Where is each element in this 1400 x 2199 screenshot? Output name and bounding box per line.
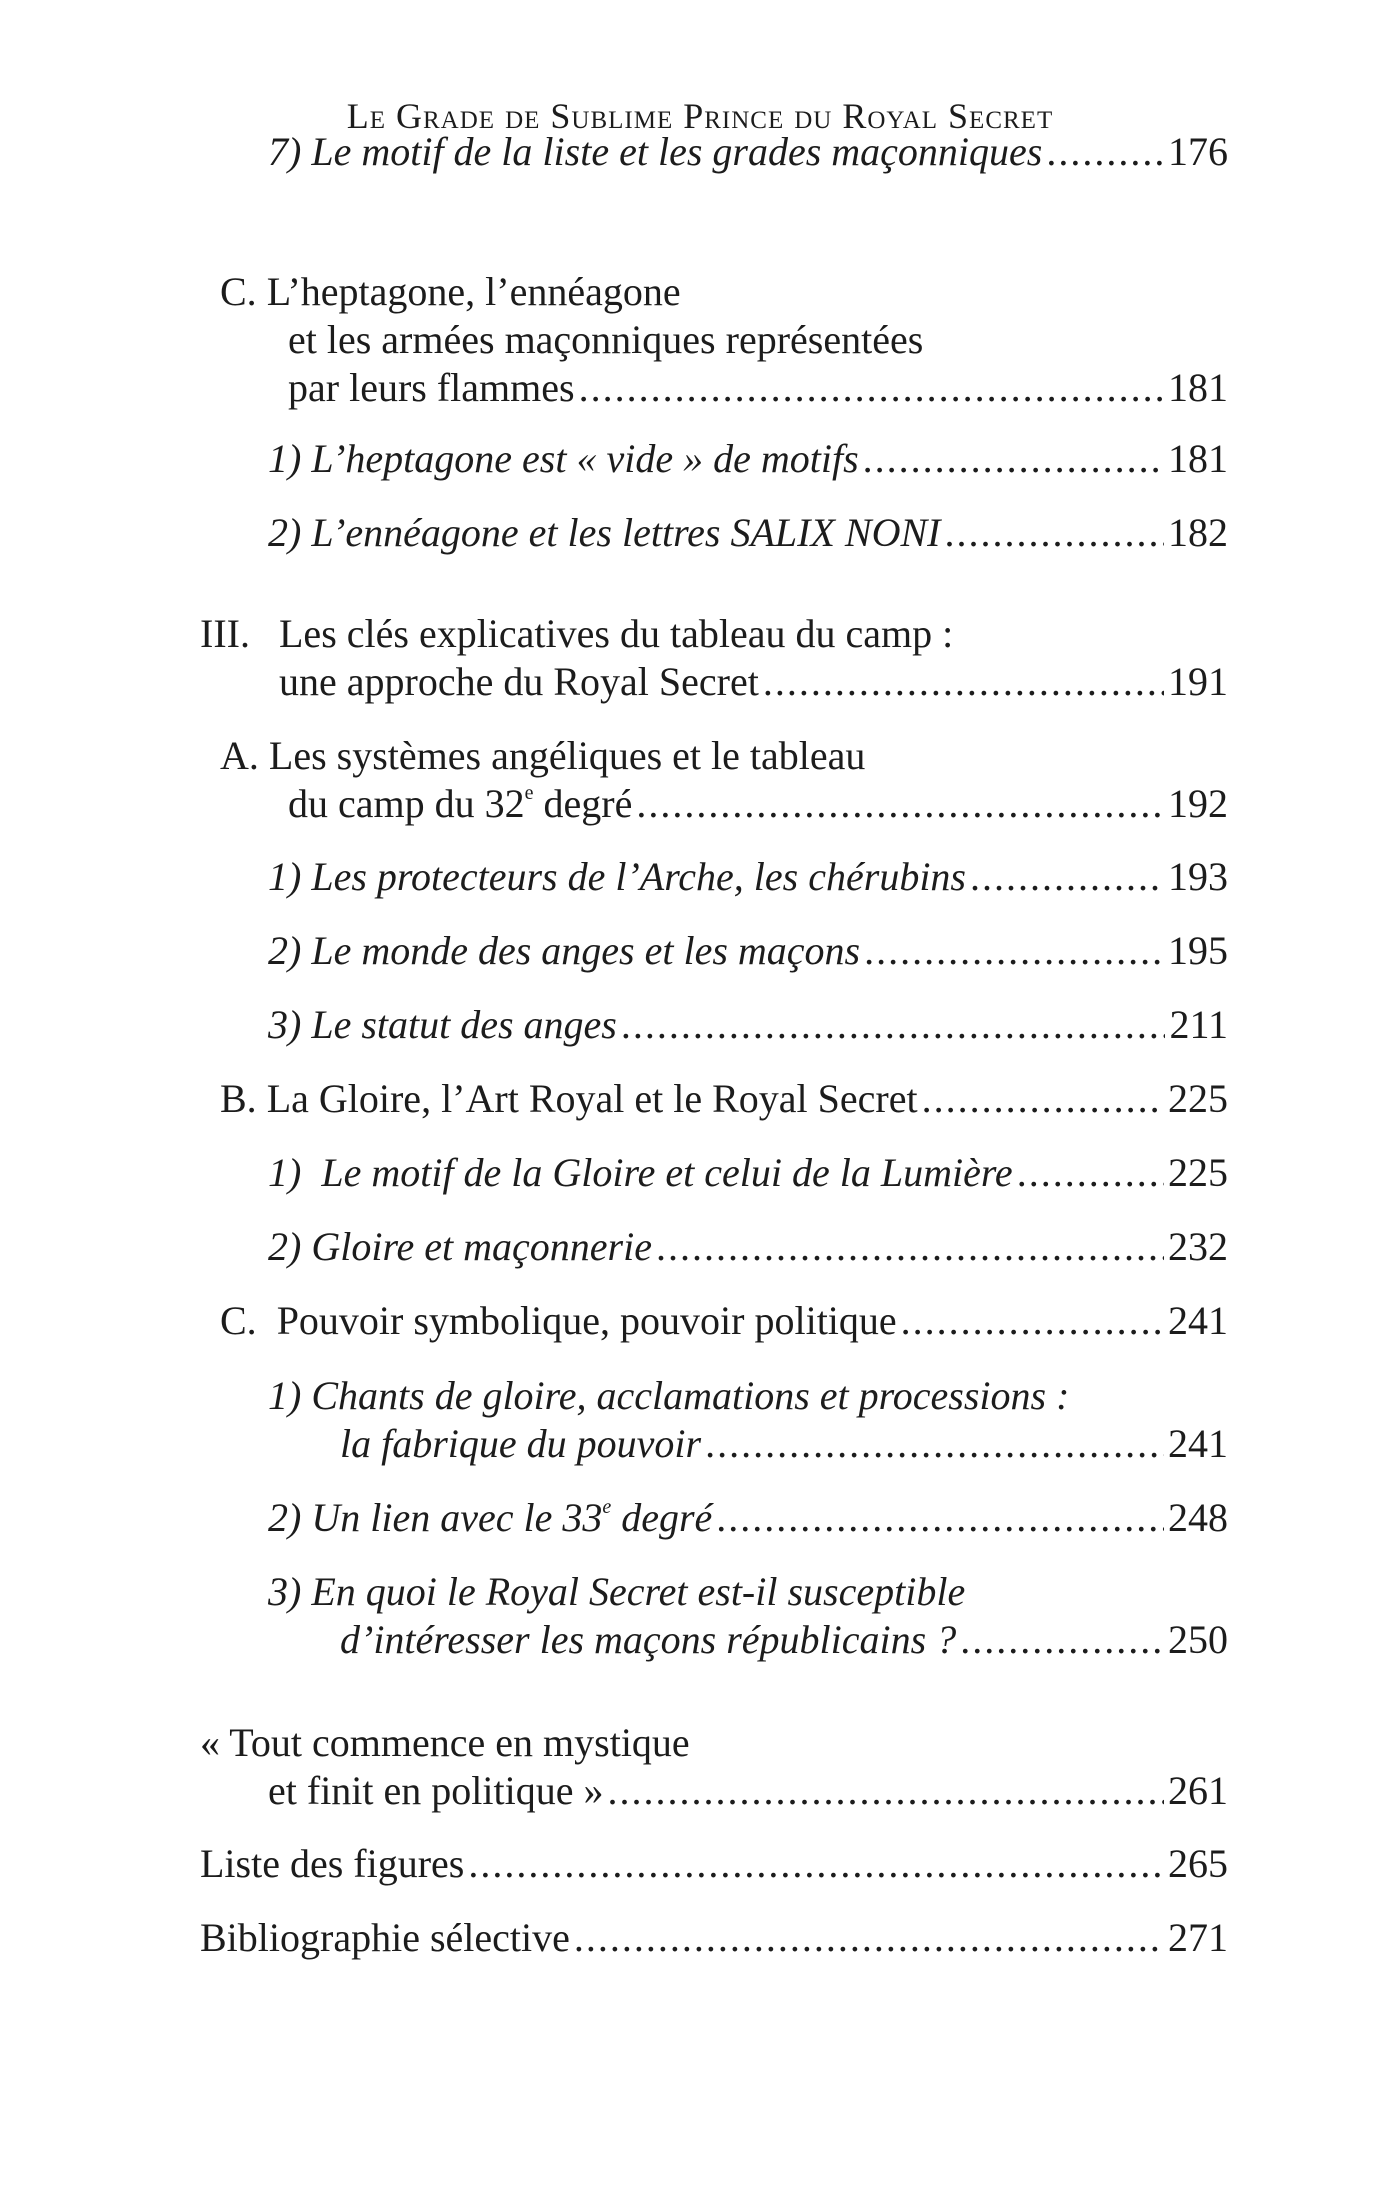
page-number: 271 [1168, 1915, 1228, 1960]
entry-title: degré [611, 1495, 713, 1540]
toc-entry [220, 1075, 1228, 1123]
toc-entry [268, 927, 1228, 975]
entry-number: 2) [268, 1495, 302, 1540]
page-number: 181 [1168, 365, 1228, 410]
page-number: 191 [1168, 659, 1228, 704]
entry-title: Pouvoir symbolique, pouvoir politique [276, 1298, 897, 1343]
toc-entry [200, 1840, 1228, 1888]
toc-entry [200, 610, 1228, 706]
entry-title: Le monde des anges et les maçons [311, 928, 861, 973]
dot-leader [901, 1297, 1164, 1345]
page-number: 182 [1168, 510, 1228, 555]
dot-leader [705, 1420, 1164, 1468]
entry-number: 3) [268, 1002, 302, 1047]
entry-title: Liste des figures [200, 1841, 465, 1886]
toc-entry [268, 1001, 1228, 1049]
entry-title: Le statut des anges [311, 1002, 617, 1047]
entry-title: Gloire et maçonnerie [311, 1224, 652, 1269]
dot-leader [970, 853, 1164, 901]
superscript: e [524, 782, 534, 804]
page-number: 193 [1168, 854, 1228, 899]
entry-number: 2) [268, 928, 302, 973]
dot-leader [656, 1223, 1164, 1271]
entry-title-line: d’intéresser les maçons républicains ? [340, 1617, 957, 1662]
page-number: 176 [1168, 129, 1228, 174]
entry-title: La Gloire, l’Art Royal et le Royal Secret [266, 1076, 918, 1121]
entry-number: B. [220, 1076, 257, 1121]
entry-title: L’ennéagone et les lettres SALIX NONI [311, 510, 941, 555]
toc-entry [268, 853, 1228, 901]
entry-number: A. [220, 733, 259, 778]
entry-title-line: la fabrique du pouvoir [340, 1421, 702, 1466]
entry-title-line: Chants de gloire, acclamations et processions : [311, 1373, 1070, 1418]
dot-leader [1046, 128, 1164, 176]
entry-number: 1) [268, 1373, 302, 1418]
dot-leader [579, 364, 1164, 412]
dot-leader [621, 1001, 1166, 1049]
entry-title-line: En quoi le Royal Secret est-il susceptible [311, 1569, 966, 1614]
entry-number: 1) [268, 436, 302, 481]
toc-entry [200, 1719, 1228, 1815]
dot-leader [944, 509, 1164, 557]
toc-entry [268, 128, 1228, 176]
dot-leader [763, 658, 1164, 706]
entry-number: 3) [268, 1569, 302, 1614]
page-number: 181 [1168, 436, 1228, 481]
entry-number: C. [220, 1298, 257, 1343]
entry-title: Le motif de la liste et les grades maçonniques [311, 129, 1043, 174]
toc-entry [268, 1568, 1228, 1664]
page-number: 192 [1168, 781, 1228, 826]
page-number: 265 [1168, 1841, 1228, 1886]
entry-title-line: et les armées maçonniques représentées [288, 317, 924, 362]
entry-title: Bibliographie sélective [200, 1915, 570, 1960]
dot-leader [863, 435, 1164, 483]
entry-title-line: « Tout commence en mystique [200, 1720, 690, 1765]
dot-leader [1017, 1149, 1164, 1197]
toc-entry [220, 268, 1228, 412]
dot-leader [864, 927, 1164, 975]
entry-title: Les protecteurs de l’Arche, les chérubins [311, 854, 966, 899]
dot-leader [636, 780, 1164, 828]
superscript: e [602, 1496, 612, 1518]
entry-number: III. [200, 611, 250, 656]
dot-leader [922, 1075, 1164, 1123]
entry-title-line: degré [533, 781, 633, 826]
page-number: 250 [1168, 1617, 1228, 1662]
entry-number: 1) [268, 1150, 302, 1195]
entry-title-line: une approche du Royal Secret [279, 659, 759, 704]
toc-entry [200, 1914, 1228, 1962]
entry-number: 1) [268, 854, 302, 899]
dot-leader [716, 1494, 1164, 1542]
dot-leader [468, 1840, 1164, 1888]
dot-leader [608, 1767, 1165, 1815]
toc-entry [220, 732, 1228, 828]
toc-entry [268, 435, 1228, 483]
page-number: 211 [1169, 1002, 1228, 1047]
dot-leader [574, 1914, 1164, 1962]
entry-title-line: Les systèmes angéliques et le tableau [268, 733, 866, 778]
entry-title: L’heptagone est « vide » de motifs [311, 436, 859, 481]
toc-entry [268, 1494, 1228, 1542]
entry-title-line: par leurs flammes [288, 365, 575, 410]
page-number: 195 [1168, 928, 1228, 973]
entry-title: Un lien avec le 33 [311, 1495, 603, 1540]
entry-number: C. [220, 269, 257, 314]
page-number: 241 [1168, 1298, 1228, 1343]
toc-entry [220, 1297, 1228, 1345]
toc-entry [268, 1223, 1228, 1271]
entry-title-line: du camp du 32 [288, 781, 525, 826]
page-number: 225 [1168, 1150, 1228, 1195]
toc-entry [268, 509, 1228, 557]
entry-title-line: et finit en politique » [268, 1768, 604, 1813]
page-number: 225 [1168, 1076, 1228, 1121]
entry-number: 7) [268, 129, 302, 174]
entry-title-line: L’heptagone, l’ennéagone [266, 269, 681, 314]
page-number: 261 [1168, 1768, 1228, 1813]
running-header: Le Grade de Sublime Prince du Royal Secret [346, 96, 1054, 136]
entry-title-line: Les clés explicatives du tableau du camp : [279, 611, 954, 656]
entry-title: Le motif de la Gloire et celui de la Lumière [321, 1150, 1013, 1195]
dot-leader [960, 1616, 1164, 1664]
entry-number: 2) [268, 1224, 302, 1269]
entry-number: 2) [268, 510, 302, 555]
toc-entry [268, 1149, 1228, 1197]
page-number: 232 [1168, 1224, 1228, 1269]
page-number: 248 [1168, 1495, 1228, 1540]
page-number: 241 [1168, 1421, 1228, 1466]
toc-entry [268, 1372, 1228, 1468]
